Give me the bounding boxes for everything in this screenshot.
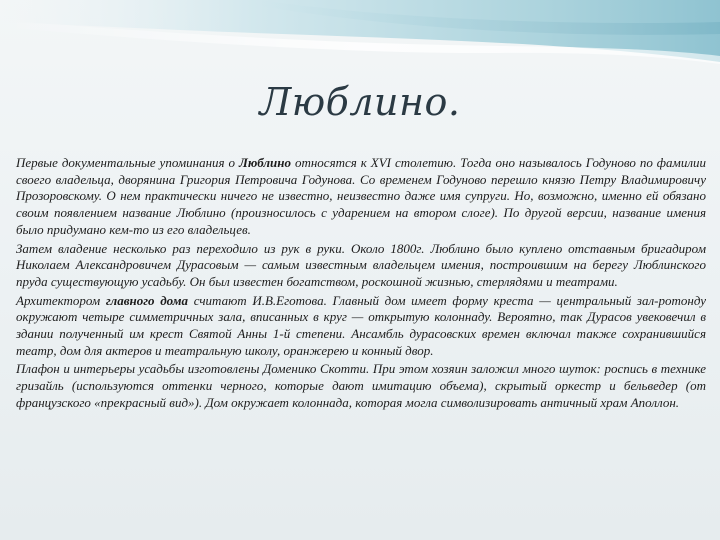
paragraph-3-bold-main-house: главного дома (105, 292, 189, 308)
paragraph-2: Затем владение несколько раз переходило из рук в руки. Около 1800г. Люблино было куплено отставным бригадиром Николаем Александровичем Дурасовым — самым известным владельцем имения, построившим на берегу Люблинского пруда существующую усадьбу. Он был известен богатством, роскошной жизнью, стерлядями и театрами. (16, 240, 706, 289)
paragraph-1 (16, 155, 706, 239)
paragraph-1-text-b: относятся к XVI столетию. Тогда оно называлось Годуново по фамилии своего владельца, дворянина Григория Петровича Годунова. Со временем Годуново перешло князю Петру Владимировичу Прозоровскому. О нем практически ничего не известно, неизвестно даже имя супруги. Но, возможно, именно ей обязано своим появлением название Люблино (произносилось с ударением на втором слоге). По другой версии, название имения было придумано кем-то из его владельцев. (16, 155, 706, 237)
paragraph-3-text-a: Архитектором (16, 292, 106, 308)
paragraph-1-text-a: Первые документальные упоминания о (16, 155, 239, 170)
paragraph-3 (16, 293, 706, 360)
paragraph-4: Плафон и интерьеры усадьбы изготовлены Доменико Скотти. При этом хозяин заложил много шуток: роспись в технике гризайль (используются оттенки черного, которые дают имитацию объема), скрытый оркестр и бельведер (от французского «прекрасный вид»). Дом окружает колоннада, которая могла символизировать античный храм Аполлон. (16, 361, 706, 410)
slide-title: Люблино. (259, 80, 461, 124)
paragraph-3-text-b: считают И.В.Еготова. Главный дом имеет форму креста — центральный зал-ротонду окружают четыре симметричных зала, вписанных в круг — открытую колоннаду. Вероятно, так Дурасов увековечил в здании полученный им крест Святой Анны 1-й степени. Ансамбль дурасовских времен включал также сохранившийся театр, дом для актеров и театральную школу, оранжерею и конный двор. (16, 292, 706, 358)
slide-body (16, 155, 706, 414)
paragraph-1-bold-lublino: Люблино (238, 155, 292, 170)
